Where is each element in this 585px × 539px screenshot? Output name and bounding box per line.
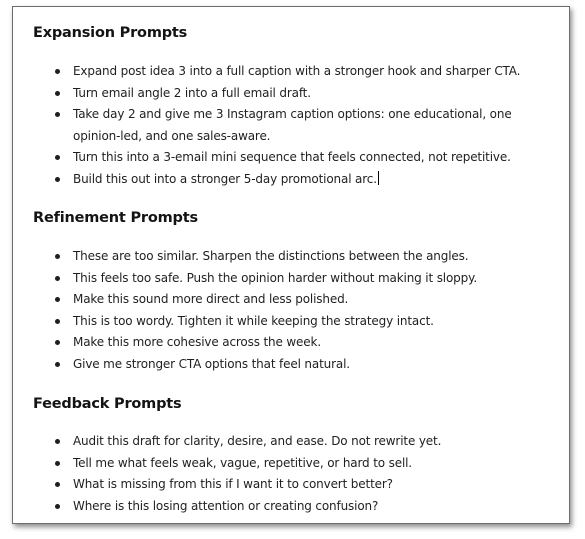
list-item-text: These are too similar. Sharpen the distinctions between the angles. [73, 249, 469, 263]
bullet-icon [55, 254, 60, 259]
bullet-icon [55, 319, 60, 324]
expansion-prompts-list [13, 61, 569, 190]
list-item-text: Where is this losing attention or creating confusion? [73, 498, 379, 513]
bullet-icon [55, 112, 60, 117]
list-item [13, 431, 569, 453]
list-item-text: Make this sound more direct and less polished. [73, 292, 349, 306]
list-item [13, 246, 569, 268]
bullet-icon [55, 482, 60, 487]
list-item [13, 147, 569, 169]
list-item-text[interactable]: Build this out into a stronger 5-day promotional arc. [73, 171, 377, 186]
refinement-prompts-heading: Refinement Prompts [33, 210, 198, 226]
list-item-text: Turn this into a 3-email mini sequence that feels connected, not repetitive. [73, 150, 511, 164]
refinement-prompts-list [13, 246, 569, 375]
list-item-text: Make this more cohesive across the week. [73, 335, 321, 349]
list-item-text: This is too wordy. Tighten it while keeping the strategy intact. [73, 313, 434, 328]
list-item [13, 474, 569, 496]
list-item [13, 453, 569, 475]
list-item-text: Tell me what feels weak, vague, repetitive, or hard to sell. [73, 455, 412, 470]
list-item-text: Expand post idea 3 into a full caption with a stronger hook and sharper CTA. [73, 64, 521, 78]
list-item [13, 61, 569, 83]
bullet-icon [55, 155, 60, 160]
bullet-icon [55, 69, 60, 74]
bullet-icon [55, 362, 60, 367]
list-item [13, 311, 569, 333]
bullet-icon [55, 91, 60, 96]
document-page [12, 6, 570, 524]
list-item-text: What is missing from this if I want it to convert better? [73, 477, 393, 491]
bullet-icon [55, 461, 60, 466]
list-item-text: This feels too safe. Push the opinion harder without making it sloppy. [73, 270, 478, 285]
list-item-text: Audit this draft for clarity, desire, and ease. Do not rewrite yet. [73, 434, 442, 448]
list-item [13, 289, 569, 311]
bullet-icon [55, 276, 60, 281]
list-item[interactable] [13, 169, 569, 191]
bullet-icon [55, 297, 60, 302]
bullet-icon [55, 439, 60, 444]
feedback-prompts-list [13, 431, 569, 517]
list-item [13, 83, 569, 105]
list-item [13, 332, 569, 354]
text-cursor [378, 171, 379, 185]
list-item [13, 104, 569, 147]
expansion-prompts-heading: Expansion Prompts [33, 25, 188, 41]
list-item [13, 496, 569, 518]
bullet-icon [55, 340, 60, 345]
feedback-prompts-heading: Feedback Prompts [33, 396, 182, 412]
list-item-text: Take day 2 and give me 3 Instagram caption options: one educational, one opinion-led, and one sales-aware. [73, 107, 512, 143]
bullet-icon [55, 177, 60, 182]
bullet-icon [55, 504, 60, 509]
list-item-text: Give me stronger CTA options that feel natural. [73, 356, 350, 371]
list-item [13, 268, 569, 290]
list-item-text: Turn email angle 2 into a full email draft. [73, 85, 311, 100]
list-item [13, 354, 569, 376]
